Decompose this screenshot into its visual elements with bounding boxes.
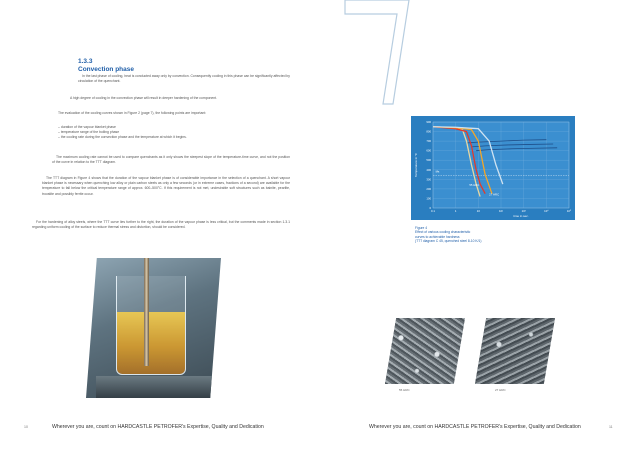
y-tick-label: 800 [426,129,431,134]
footer-slogan: Wherever you are, count on HARDCASTLE PETROFER's Expertise, Quality and Dedication [369,424,581,430]
microstructure-photo-soft [475,318,555,384]
list-item: – the cooling rate during the convection phase and the temperature at which it begins. [58,135,187,140]
list-item: – temperature range of the boiling phase [58,130,187,135]
chart-annotation: Ms [435,169,440,174]
y-tick-label: 500 [426,158,431,163]
figure-caption [415,226,481,244]
x-axis-label: time in sec. [513,214,529,218]
intro-paragraph-2: A high degree of cooling in the convection phase will result in deeper hardening of the component. [70,96,218,100]
page-number: 10 [24,425,28,429]
y-tick-label: 100 [426,196,431,201]
section-title: Convection phase [78,66,134,73]
intro-paragraph: In the last phase of cooling, heat is conducted away only by convection. Consequently cooling in this phase can be significantly affected by circulation of the quenchant. [78,74,290,84]
evaluation-intro: The evaluation of the cooling curves shown in Figure 2 (page 7), the following points are important: [58,111,207,115]
y-tick-label: 700 [426,139,431,144]
microstructure-photo-hardened [385,318,465,384]
y-tick-label: 600 [426,148,431,153]
x-tick-label: 10 [476,209,480,213]
x-tick-label: 10³ [521,209,526,213]
evaluation-points-list [58,125,187,141]
x-tick-label: 1 [454,209,457,213]
x-tick-label: 0.1 [431,209,435,213]
x-tick-label: 10⁵ [566,209,572,213]
decorative-outline-shape [343,0,413,106]
x-tick-label: 10⁴ [544,209,549,213]
list-item: – duration of the vapour blanket phase [58,125,187,130]
page-number: 11 [609,425,613,429]
micro-label-soft: 27 HRC [495,388,506,392]
y-tick-label: 400 [426,167,431,172]
figure-caption-line: Effect of various cooling characteristic [415,230,471,235]
ttt-paragraph: The TTT diagram in Figure 4 shows that the duration of the vapour blanket phase is of considerable importance in the selection of a quenchant. A short vapour blanket phase is necessary when quenching low alloy or plain carbon steels as only a few seconds (or in extreme cases, fractions of a second) are available for the temperature to fall below the critical temperature range of approx. 600–500°C. If this requirement is not met, undesirable soft structures such as bainite, pearlite, troostite and possibly ferrite occur. [42,176,290,196]
max-rate-paragraph: The maximum cooling rate cannot be used to compare quenchants as it only shows the steepest slope of the temperature-time curve, and not the position of the curve in relation to the TTT diagram. [52,155,290,165]
photo-background [96,376,214,398]
micro-label-hardened: 55 HRC [399,388,410,392]
y-tick-label: 0 [429,206,431,210]
ttt-chart-svg [411,116,575,220]
x-tick-label: 10² [498,209,504,213]
section-number: 1.3.3 [78,58,93,65]
figure-caption-line: Figure 4 [415,226,428,230]
y-tick-label: 300 [426,177,431,182]
footer-slogan: Wherever you are, count on HARDCASTLE PETROFER's Expertise, Quality and Dedication [52,424,264,430]
ttt-chart [411,116,575,220]
y-tick-label: 200 [426,186,431,191]
right-page [319,0,638,452]
test-probe [144,258,149,366]
chart-annotation: 55 HRC [469,183,480,188]
y-tick-label: 900 [426,120,431,124]
figure-caption-line: (TTT diagram C 45, quenched steel 8-10 K/1) [415,239,482,244]
chart-annotation: 27 HRC [489,192,500,197]
alloy-steel-paragraph: For the hardening of alloy steels, where the TTT curve lies further to the right, the duration of the vapour phase is less critical, but the comments made in section 1.3.1 regarding uniform cooling of the surface to reduce thermal stress and distortion, should be considered. [32,220,290,230]
quenching-beaker-photo [86,258,221,398]
y-axis-label: Temperature in °C [414,152,418,178]
glass-beaker [116,276,186,375]
figure-caption-line: curves to achievable hardness [415,234,460,239]
